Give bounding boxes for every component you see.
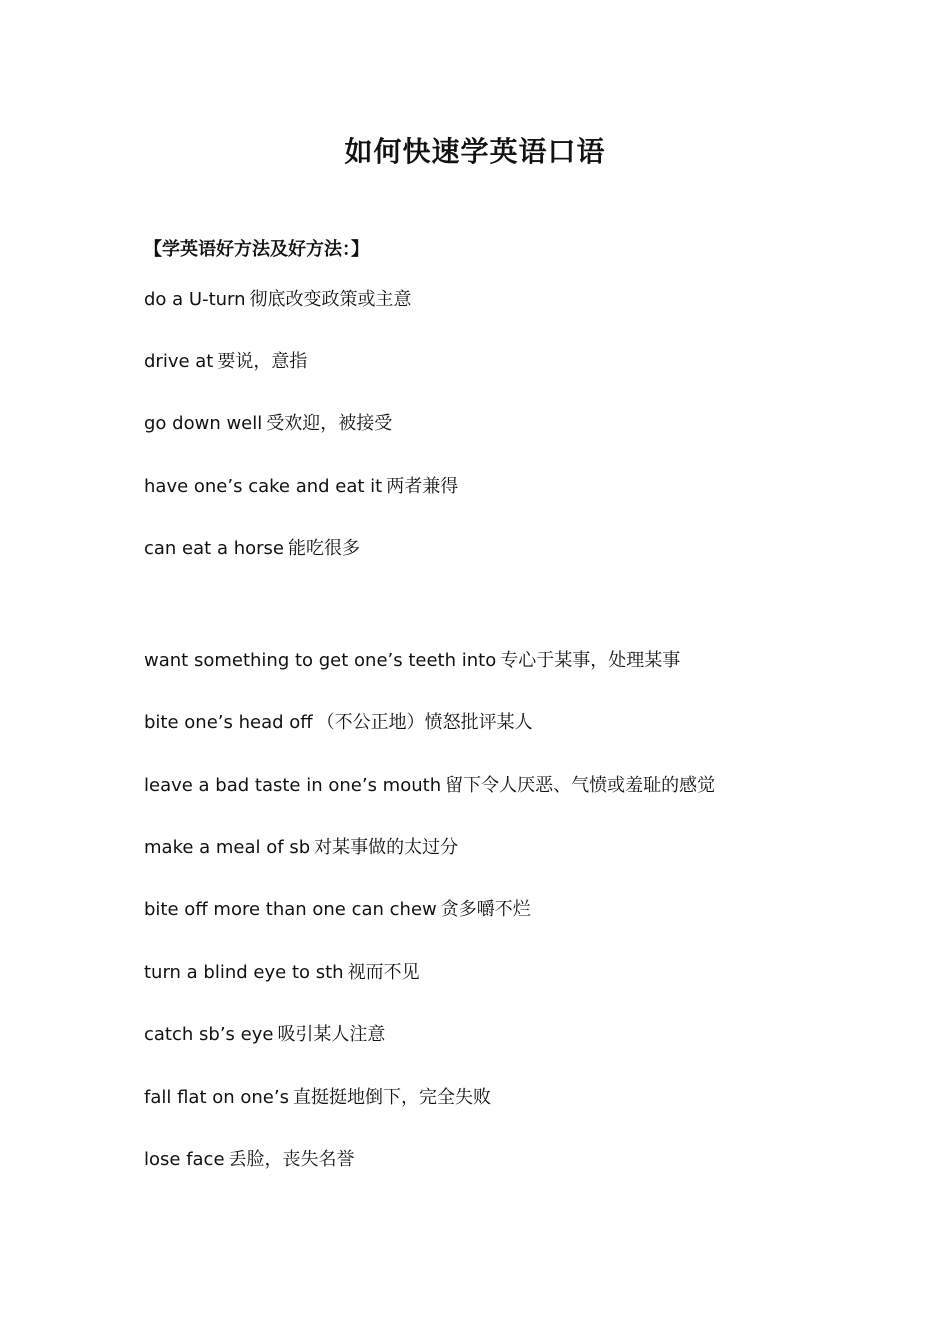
phrase-english: catch sb’s eye [144, 1024, 274, 1045]
phrase-english: bite off more than one can chew [144, 899, 437, 920]
phrase-english: have one’s cake and eat it [144, 476, 383, 497]
phrase-chinese: 对某事做的太过分 [314, 837, 459, 858]
list-item [144, 647, 680, 675]
list-item [144, 709, 533, 737]
phrase-chinese: 要说，意指 [217, 351, 308, 372]
phrase-chinese: 直挺挺地倒下，完全失败 [292, 1087, 491, 1108]
phrase-english: turn a blind eye to sth [144, 962, 344, 983]
phrase-chinese: 视而不见 [347, 962, 420, 983]
phrase-chinese: 两者兼得 [386, 476, 459, 497]
list-item [144, 1146, 355, 1174]
list-item [144, 348, 307, 376]
phrase-english: bite one’s head off [144, 712, 313, 733]
phrase-chinese: 留下令人厌恶、气愤或羞耻的感觉 [445, 775, 716, 796]
phrase-chinese: 彻底改变政策或主意 [249, 289, 412, 310]
list-item [144, 834, 458, 862]
list-item [144, 959, 420, 987]
phrase-chinese: 丢脸，丧失名誉 [228, 1149, 355, 1170]
phrase-chinese: 受欢迎，被接受 [266, 413, 393, 434]
list-item [144, 772, 715, 800]
phrase-chinese: 吸引某人注意 [277, 1024, 386, 1045]
phrase-chinese: （不公正地）愤怒批评某人 [316, 712, 533, 733]
phrase-english: fall flat on one’s [144, 1087, 289, 1108]
phrase-english: lose face [144, 1149, 225, 1170]
phrase-english: do a U-turn [144, 289, 246, 310]
phrase-english: leave a bad taste in one’s mouth [144, 775, 442, 796]
list-item [144, 473, 458, 501]
phrase-english: go down well [144, 413, 263, 434]
phrase-chinese: 专心于某事，处理某事 [500, 650, 681, 671]
list-item [144, 410, 392, 438]
list-item [144, 896, 531, 924]
phrase-chinese: 贪多嚼不烂 [440, 899, 531, 920]
list-item [144, 1084, 491, 1112]
phrase-english: make a meal of sb [144, 837, 311, 858]
list-item [144, 286, 412, 314]
document-title: 如何快速学英语口语 [344, 135, 606, 168]
phrase-chinese: 能吃很多 [287, 538, 360, 559]
phrase-english: drive at [144, 351, 214, 372]
list-item [144, 535, 360, 563]
list-item [144, 1021, 385, 1049]
phrase-english: can eat a horse [144, 538, 284, 559]
section-heading: 【学英语好方法及好方法：】 [144, 239, 369, 260]
phrase-english: want something to get one’s teeth into [144, 650, 497, 671]
